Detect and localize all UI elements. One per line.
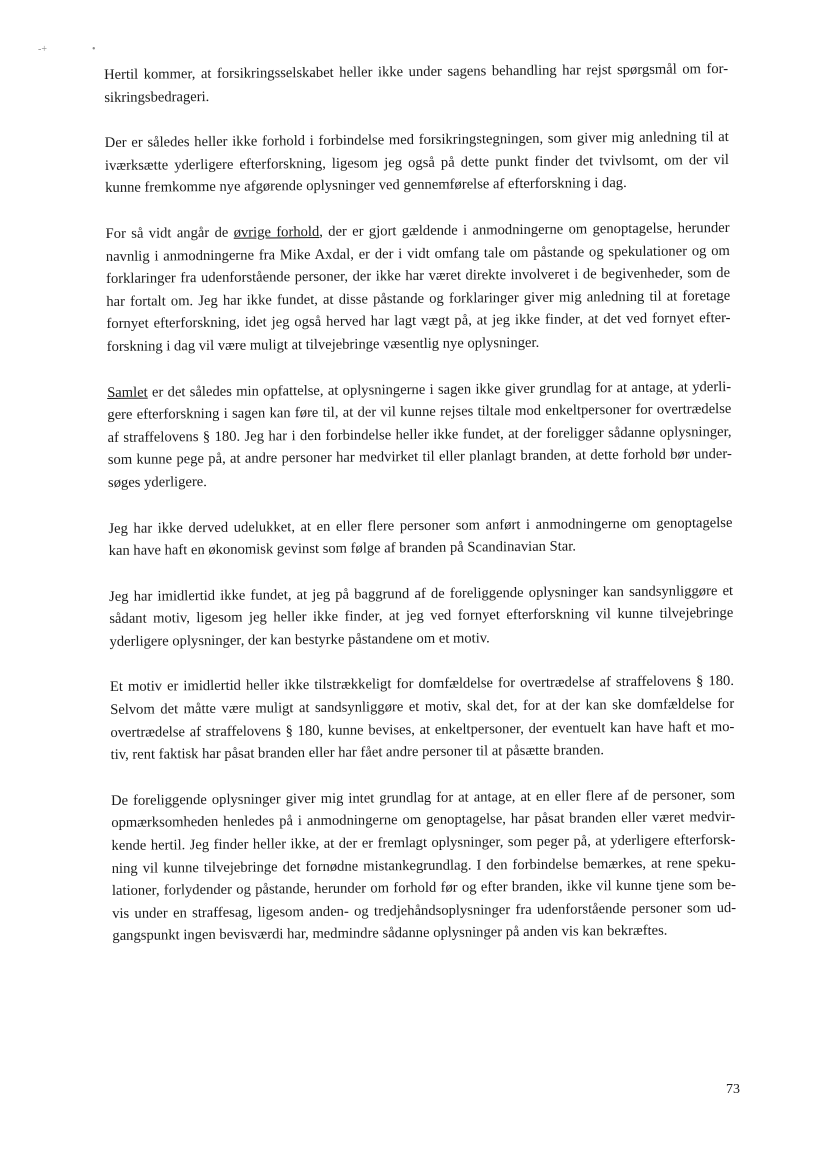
text-line: Hertil kommer, at forsikringsselskabet heller ikke under sagens behandling har rejst spørgsmål om for- — [104, 61, 729, 83]
text-line: søges yderligere. — [107, 473, 207, 491]
text-segment: , der er gjort gældende i anmodningerne om genoptagelse, herunder — [319, 219, 730, 240]
text-line: yderligere oplysninger, der kan bestyrke påstandene om et motiv. — [109, 630, 490, 650]
paragraph — [109, 580, 734, 654]
text-line: lationer, forlydender og påstande, herunder om forhold før og efter branden, ikke vil kunne tjene som be- — [111, 877, 736, 900]
margin-mark: -+ — [38, 44, 47, 55]
text-line: kan have haft en økonomisk gevinst som følge af branden på Scandinavian Star. — [108, 538, 577, 560]
text-line: iværksætte yderligere efterforskning, ligesom jeg også på dette punkt finder det tvivlsomt, om der vil — [104, 151, 730, 174]
text-line: opmærksomheden henledes på i anmodningerne om genoptagelse, har påsat branden eller været medvir- — [111, 809, 736, 832]
text-line: kunne fremkomme nye afgørende oplysninger ved gennemførelse af efterforskning i dag. — [105, 175, 627, 197]
document-body — [104, 58, 737, 971]
paragraph — [105, 126, 730, 200]
text-segment: For så vidt angår de — [105, 224, 234, 242]
underlined-phrase: øvrige forhold — [233, 223, 320, 241]
text-line: Et motiv er imidlertid heller ikke tilstrækkeligt for domfældelse for overtrædelse af straffelovens § 180. — [109, 673, 735, 696]
text-line: De foreliggende oplysninger giver mig intet grundlag for at antage, at en eller flere af de personer, som — [110, 786, 736, 809]
text-line: fornyet efterforskning, idet jeg også herved har lagt vægt på, at jeg ikke finder, at det ved fornyet efter- — [106, 310, 731, 333]
text-line: tiv, rent faktisk har påsat branden eller har fået andre personer til at påsætte branden. — [110, 742, 605, 764]
text-line: forskning i dag vil være muligt at tilvejebringe væsentlig nye oplysninger. — [106, 334, 540, 355]
underlined-phrase: Samlet — [107, 384, 148, 401]
text-line: Selvom det måtte være muligt at sandsynliggøre et motiv, skal det, for at der kan ske domfældelse for — [110, 696, 735, 719]
text-line: vis under en straffesag, ligesom anden- og tredjehåndsoplysninger fra udenforstående personer som ud- — [112, 899, 737, 922]
paragraph — [107, 376, 732, 495]
text-line: sådant motiv, ligesom jeg heller ikke finder, at jeg ved fornyet efterforskning vil kunne tilvejebringe — [109, 605, 734, 628]
text-line: forklaringer fra udenforstående personer, der ikke har været direkte involveret i de begivenheder, som de — [105, 265, 731, 288]
text-line: kende hertil. Jeg finder heller ikke, at der er fremlagt oplysninger, som peger på, at yderligere efterforsk- — [111, 832, 736, 854]
text-line: ning vil kunne tilvejebringe det fornødne mistankegrundlag. I den forbindelse bemærkes, at rene speku- — [111, 854, 736, 877]
text-line: gangspunkt ingen bevisværdi har, medmindre sådanne oplysninger på anden vis kan bekræftes. — [112, 923, 668, 945]
text-line: overtrædelse af straffelovens § 180, kunne bevises, at enkeltpersoner, der eventuelt kan have haft et mo- — [110, 718, 735, 741]
text-segment: er det således min opfattelse, at oplysningerne i sagen ikke giver grundlag for at antage, at yderli- — [147, 378, 732, 401]
paragraph — [108, 511, 732, 562]
text-line: har fortalt om. Jeg har ikke fundet, at disse påstande og forklaringer giver mig anledning til at foretage — [106, 287, 731, 310]
text-line: sikringsbedrageri. — [104, 88, 210, 106]
text-line: som kunne pege på, at andre personer har medvirket til eller planlagt branden, at dette forhold bør under- — [107, 446, 732, 469]
text-line: af straffelovens § 180. Jeg har i den forbindelse heller ikke fundet, at der foreligger sådanne oplysninger, — [107, 423, 732, 446]
paragraph — [110, 670, 735, 766]
paragraph — [104, 58, 728, 109]
paragraph — [111, 784, 736, 948]
margin-mark: • — [92, 44, 96, 55]
text-line: navnlig i anmodningerne fra Mike Axdal, er der i vidt omfang tale om påstande og spekulationer og om — [105, 242, 730, 265]
text-line: Jeg har ikke derved udelukket, at en eller flere personer som anført i anmodningerne om genoptagelse — [108, 514, 733, 537]
text-line: Der er således heller ikke forhold i forbindelse med forsikringstegningen, som giver mig anledning til at — [104, 129, 729, 152]
paragraph — [106, 217, 731, 359]
page-number: 73 — [726, 1082, 740, 1097]
text-line: Jeg har imidlertid ikke fundet, at jeg på baggrund af de foreliggende oplysninger kan sandsynliggøre et — [109, 582, 734, 605]
text-line: gere efterforskning i sagen kan føre til, at der vil kunne rejses tiltale mod enkeltpersoner for overtrædelse — [107, 401, 732, 424]
